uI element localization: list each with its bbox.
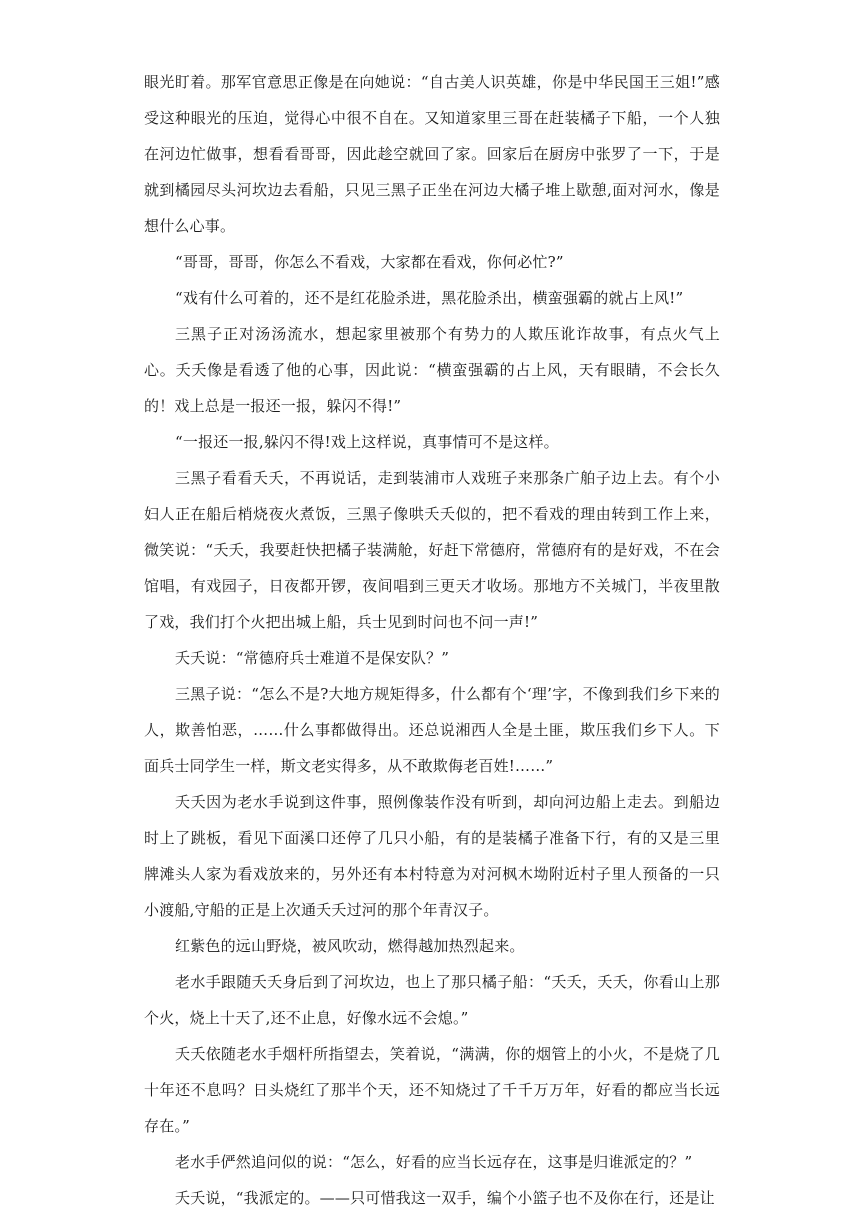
paragraph: “戏有什么可着的，还不是红花脸杀进，黑花脸杀出，横蛮强霸的就占上风!”	[175, 289, 684, 307]
paragraph: 老水手俨然追问似的说：“怎么，好看的应当长远存在，这事是归谁派定的？”	[175, 1153, 693, 1171]
paragraph: 红紫色的远山野烧，被风吹动，燃得越加热烈起来。	[175, 937, 525, 955]
paragraph: 夭夭说，“我派定的。——只可惜我这一双手，编个小篮子也不及你在行，还是让	[175, 1189, 715, 1207]
paragraph: “一报还一报,躲闪不得!戏上这样说，真事情可不是这样。	[175, 433, 559, 451]
document-body	[144, 64, 720, 1216]
paragraph: 夭夭说：“常德府兵士难道不是保安队？”	[175, 649, 450, 667]
paragraph: 三黑子正对汤汤流水，想起家里被那个有势力的人欺压讹诈故事，有点火气上心。夭夭像是看透了他的心事，因此说：“横蛮强霸的占上风，天有眼睛，不会长久的！戏上总是一报还一报，躲闪不得!”	[144, 325, 720, 415]
paragraph: 老水手跟随夭夭身后到了河坎边，也上了那只橘子船：“夭夭，夭夭，你看山上那个火，烧上十天了,还不止息，好像水远不会熄。”	[144, 973, 720, 1027]
paragraph: 眼光盯着。那军官意思正像是在向她说：“自古美人识英雄，你是中华民国王三姐!”感受这种眼光的压迫，觉得心中很不自在。又知道家里三哥在赶装橘子下船，一个人独在河边忙做事，想看看哥哥，因此趁空就回了家。回家后在厨房中张罗了一下，于是就到橘园尽头河坎边去看船，只见三黑子正坐在河边大橘子堆上歇憩,面对河水，像是想什么心事。	[144, 73, 720, 235]
paragraph: 夭夭依随老水手烟杆所指望去，笑着说，“满满，你的烟管上的小火，不是烧了几十年还不息吗？日头烧红了那半个天，还不知烧过了千千万万年，好看的都应当长远存在。”	[144, 1045, 720, 1135]
paragraph: “哥哥，哥哥，你怎么不看戏，大家都在看戏，你何必忙?”	[175, 253, 564, 271]
paragraph: 三黑子看看夭夭，不再说话，走到装浦市人戏班子来那条广舶子边上去。有个小妇人正在船后梢烧夜火煮饭，三黑子像哄夭夭似的，把不看戏的理由转到工作上来，微笑说：“夭夭，我要赶快把橘子装满舱，好赶下常德府，常德府有的是好戏，不在会馆唱，有戏园子，日夜都开锣，夜间唱到三更天才收场。那地方不关城门，半夜里散了戏，我们打个火把出城上船，兵士见到时问也不问一声!”	[144, 469, 720, 631]
paragraph: 夭夭因为老水手说到这件事，照例像装作没有听到，却向河边船上走去。到船边时上了跳板，看见下面溪口还停了几只小船，有的是装橘子准备下行，有的又是三里牌滩头人家为看戏放来的，另外还有本村特意为对河枫木坳附近村子里人预备的一只小渡船,守船的正是上次通夭夭过河的那个年青汉子。	[144, 793, 720, 919]
paragraph: 三黑子说：“怎么不是?大地方规矩得多，什么都有个‘理’字，不像到我们乡下来的人，欺善怕恶，……什么事都做得出。还总说湘西人全是土匪，欺压我们乡下人。下面兵士同学生一样，斯文老实得多，从不敢欺侮老百姓!……”	[144, 685, 720, 775]
